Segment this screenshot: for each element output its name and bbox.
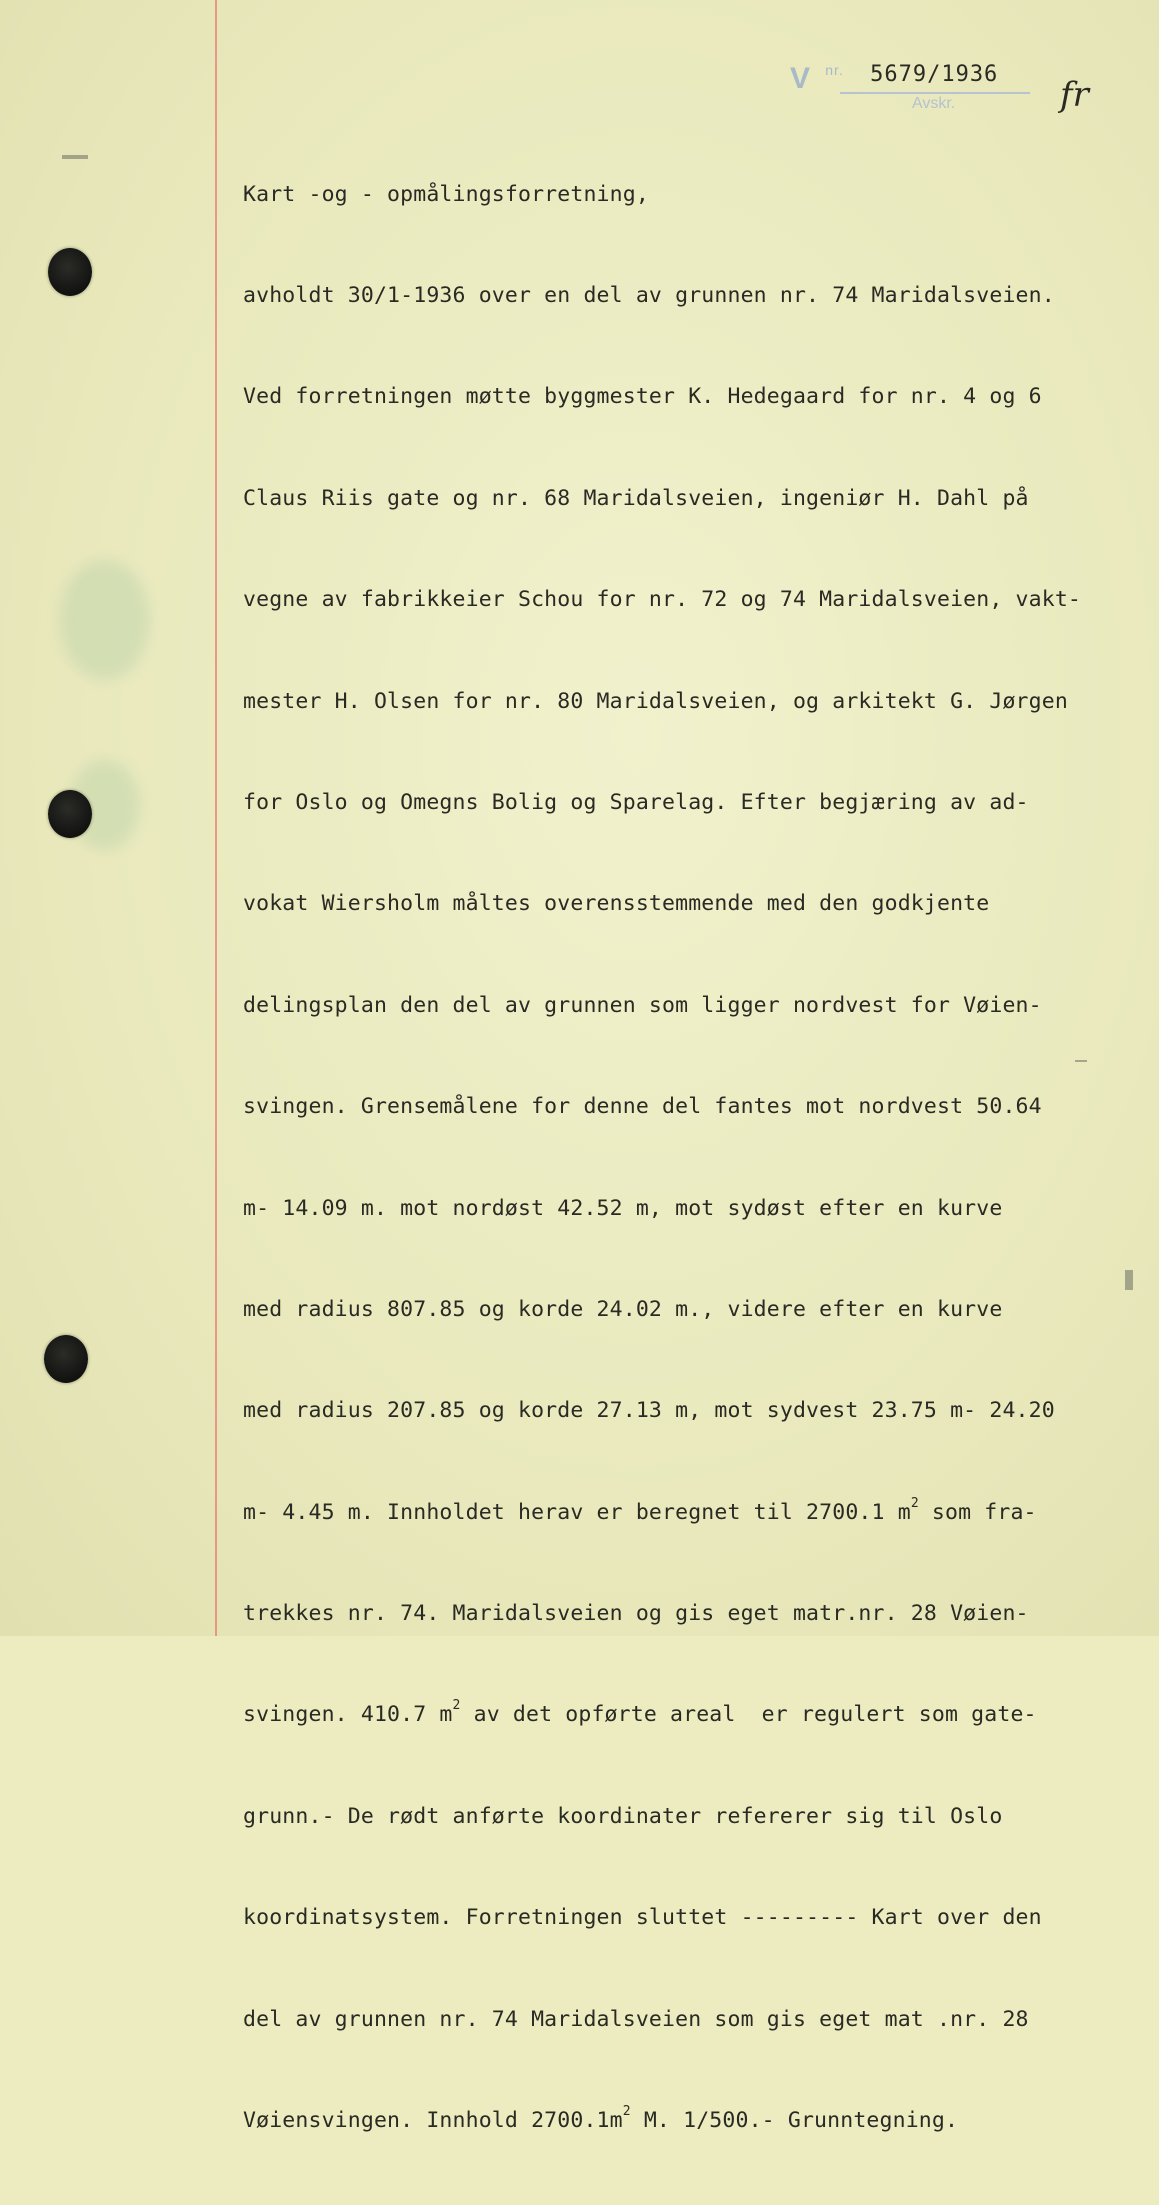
text-line: med radius 807.85 og korde 24.02 m., videre efter en kurve xyxy=(243,1296,1003,1322)
text-line xyxy=(243,2104,1123,2138)
superscript: 2 xyxy=(910,1495,919,1511)
punch-hole xyxy=(44,1335,88,1383)
text-line: del av grunnen nr. 74 Maridalsveien som gis eget mat .nr. 28 xyxy=(243,2006,1029,2032)
text-line: mester H. Olsen for nr. 80 Maridalsveien, og arkitekt G. Jørgen xyxy=(243,688,1068,714)
text-segment: som fra- xyxy=(918,1499,1037,1525)
punch-hole xyxy=(48,248,92,296)
text-segment: m- 4.45 m. Innholdet herav er beregnet til 2700.1 m xyxy=(243,1499,911,1525)
text-line xyxy=(243,1496,1123,1530)
superscript: 2 xyxy=(452,1698,461,1714)
text-line: svingen. Grensemålene for denne del fantes mot nordvest 50.64 xyxy=(243,1094,1042,1120)
text-segment: av det opførte areal er regulert som gate- xyxy=(460,1702,1037,1728)
text-line: Ved forretningen møtte byggmester K. Hedegaard for nr. 4 og 6 xyxy=(243,384,1042,410)
text-line: med radius 207.85 og korde 27.13 m, mot sydvest 23.75 m- 24.20 xyxy=(243,1398,1055,1424)
stamp-underline xyxy=(840,92,1030,94)
text-segment: Vøiensvingen. Innhold 2700.1m xyxy=(243,2108,623,2134)
text-line: trekkes nr. 74. Maridalsveien og gis eget matr.nr. 28 Vøien- xyxy=(243,1601,1029,1627)
text-line: vegne av fabrikkeier Schou for nr. 72 og 74 Maridalsveien, vakt- xyxy=(243,587,1082,613)
paper-stain xyxy=(60,560,150,680)
text-line: vokat Wiersholm måltes overensstemmende med den godkjente xyxy=(243,891,990,917)
text-line: koordinatsystem. Forretningen sluttet --------- Kart over den xyxy=(243,1905,1042,1931)
text-line xyxy=(243,1698,1123,1732)
punch-hole xyxy=(48,790,92,838)
record-reference xyxy=(790,62,998,96)
text-line: for Oslo og Omegns Bolig og Sparelag. Efter begjæring av ad- xyxy=(243,789,1029,815)
paper-mark xyxy=(1125,1270,1133,1290)
paper-mark xyxy=(62,155,88,159)
text-line: avholdt 30/1-1936 over en del av grunnen nr. 74 Maridalsveien. xyxy=(243,282,1055,308)
text-segment: svingen. 410.7 m xyxy=(243,1702,453,1728)
handwritten-initials: fr xyxy=(1060,75,1089,115)
record-number: 5679 xyxy=(870,62,928,87)
text-line: Claus Riis gate og nr. 68 Maridalsveien, ingeniør H. Dahl på xyxy=(243,485,1029,511)
record-stamp-nr: nr. xyxy=(825,62,844,78)
superscript: 2 xyxy=(622,2103,631,2119)
record-stamp-avskr: Avskr. xyxy=(912,95,956,112)
record-year: /1936 xyxy=(927,62,999,87)
text-line: delingsplan den del av grunnen som ligger nordvest for Vøien- xyxy=(243,992,1042,1018)
margin-rule xyxy=(215,0,217,1636)
text-segment: M. 1/500.- Grunntegning. xyxy=(630,2108,959,2134)
text-line: Kart -og - opmålingsforretning, xyxy=(243,181,649,207)
record-stamp: V xyxy=(790,62,812,95)
text-line: grunn.- De rødt anførte koordinater refererer sig til Oslo xyxy=(243,1803,1003,1829)
document-body xyxy=(243,110,1123,2205)
text-line: m- 14.09 m. mot nordøst 42.52 m, mot sydøst efter en kurve xyxy=(243,1195,1003,1221)
